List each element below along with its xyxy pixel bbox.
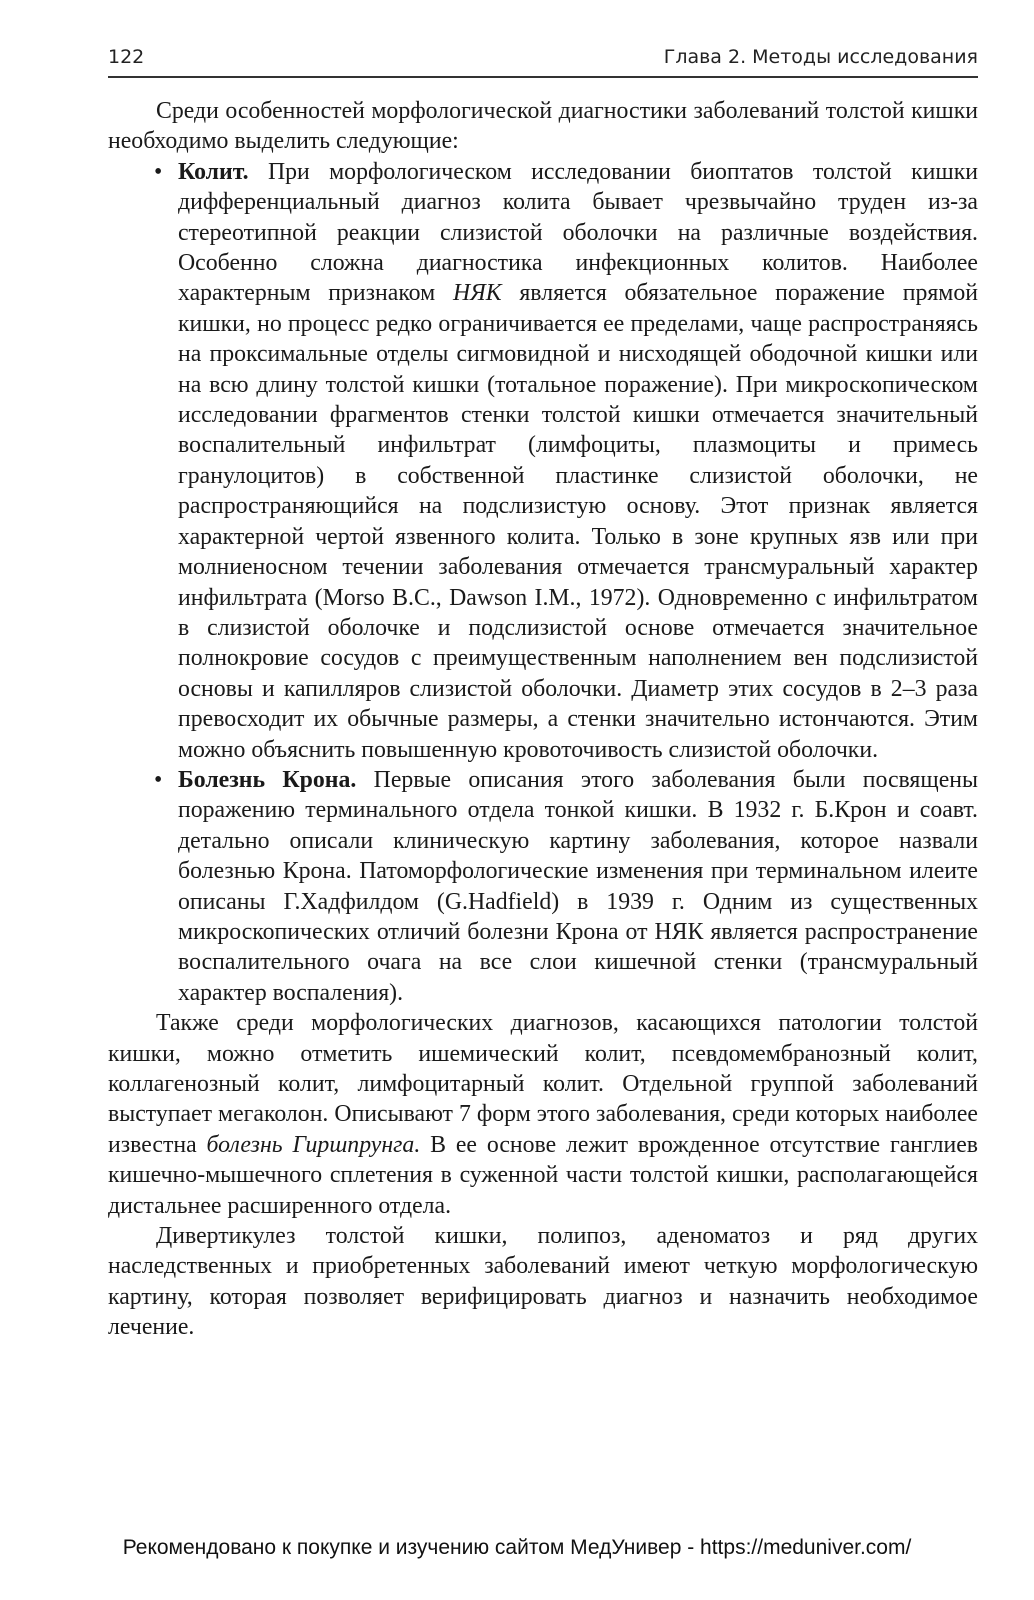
disease-emphasis: болезнь Гиршпрунга. (206, 1131, 421, 1158)
bullet-term: Болезнь Крона. (178, 766, 357, 793)
bullet-text-continued: является обязательное поражение прямой кишки, но процесс редко ограничивается ее пределами, чаще распространяясь на проксимальные отделы сигмовидной и нисходящей ободочной кишки или на всю длину толстой кишки (тотальное поражение). При микроскопическом исследовании фрагментов стенки толстой кишки отмечается значительный воспалительный инфильтрат (лимфоциты, плазмоциты и примесь гранулоцитов) в собственной пластинке слизистой оболочки, не распространяющийся на подслизистую основу. Этот признак является характерной чертой язвенного колита. Только в зоне крупных язв или при молниеносном течении заболевания отмечается трансмуральный характер инфильтрата (Morso B.C., Dawson I.M., 1972). Одновременно с инфильтратом в слизистой оболочке и подслизистой основе отмечается значительное полнокровие сосудов с преимущественным наполнением вен подслизистой основы и капилляров слизистой оболочки. Диаметр этих сосудов в 2–3 раза превосходит их обычные размеры, а стенки значительно истончаются. Этим можно объяснить повышенную кровоточивость слизистой оболочки. (178, 280, 979, 763)
bullet-list (108, 157, 978, 1008)
bullet-text: Первые описания этого заболевания были посвящены поражению терминального отдела тонкой кишки. В 1932 г. Б.Крон и соавт. детально описали клиническую картину заболевания, которое назвали болезнью Крона. Патоморфологические изменения при терминальном илеите описаны Г.Хадфилдом (G.Hadfield) в 1939 г. Одним из существенных микроскопических отличий болезни Крона от НЯК является распространение воспалительного очага на все слои кишечной стенки (трансмуральный характер воспаления). (178, 766, 978, 1006)
bullet-marker: • (154, 766, 163, 793)
page-body (108, 96, 978, 1343)
page-number: 122 (108, 46, 145, 68)
chapter-title: Глава 2. Методы исследования (663, 46, 978, 68)
footer-note: Рекомендовано к покупке и изучению сайтом МедУнивер - https://meduniver.com/ (122, 1536, 912, 1559)
abbreviation-emphasis: НЯК (452, 280, 502, 307)
bullet-marker: • (154, 158, 163, 185)
paragraph-text: Также среди морфологических диагнозов, касающихся патологии толстой кишки, можно отметить ишемический колит, псевдомембранозный колит, коллагенозный колит, лимфоцитарный колит. Отдельной группой заболеваний выступает мегаколон. Описывают 7 форм этого заболевания, среди которых наиболее известна (108, 1010, 978, 1158)
bullet-item-crohn (154, 765, 978, 1008)
bullet-item-colitis (154, 157, 979, 765)
paragraph-diverticulosis: Дивертикулез толстой кишки, полипоз, аденоматоз и ряд других наследственных и приобретенных заболеваний имеют четкую морфологическую картину, которая позволяет верифицировать диагноз и назначить необходимое лечение. (108, 1223, 978, 1341)
bullet-term: Колит. (178, 158, 249, 185)
bullet-text: При морфологическом исследовании биоптатов толстой кишки дифференциальный диагноз колита бывает чрезвычайно труден из-за стереотипной реакции слизистой оболочки на различные воздействия. Особенно сложна диагностика инфекционных колитов. Наиболее характерным признаком (178, 158, 978, 307)
intro-paragraph: Среди особенностей морфологической диагностики заболеваний толстой кишки необходимо выделить следующие: (108, 98, 978, 155)
paragraph-megacolon (108, 1008, 978, 1221)
running-header (108, 44, 978, 78)
paragraph-text-continued: В ее основе лежит врожденное отсутствие ганглиев кишечно-мышечного сплетения в суженной части толстой кишки, располагающейся дистальнее расширенного отдела. (108, 1131, 978, 1219)
